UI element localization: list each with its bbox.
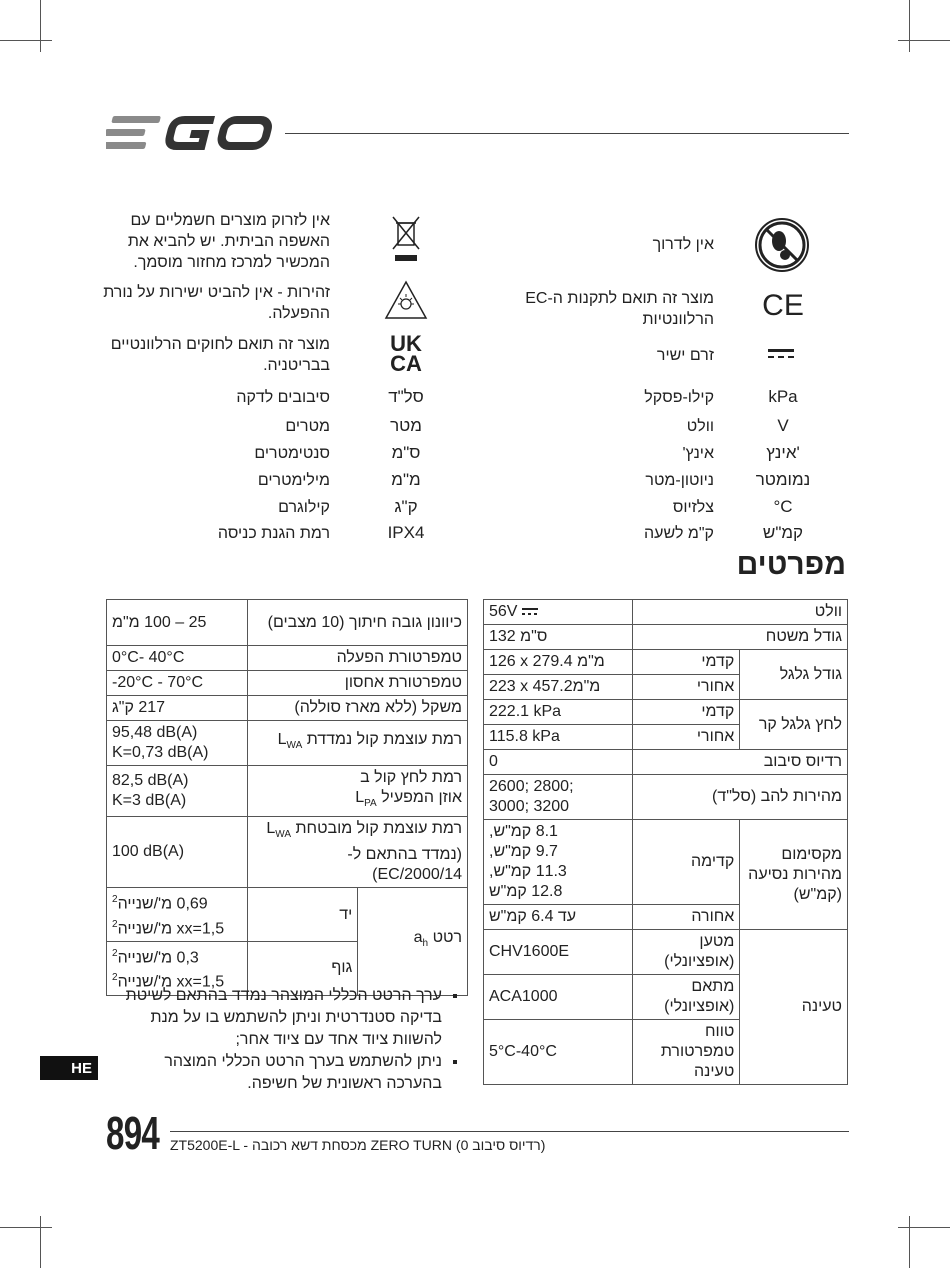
unit-abbr: kPa bbox=[768, 387, 798, 406]
crop-mark bbox=[909, 1216, 910, 1268]
symbol-text: אין לזרוק מוצרים חשמליים עם האשפה הביתית. יש להביא את המכשיר למרכז מחזור מוסמך. bbox=[127, 212, 330, 271]
spec-label: משקל (ללא מארז סוללה) bbox=[247, 696, 467, 721]
language-tab: HE bbox=[40, 1056, 98, 1080]
unit-text: סיבובים לדקה bbox=[236, 389, 330, 406]
unit-abbr: °C bbox=[773, 497, 793, 516]
lwa-guaranteed-label: רמת עוצמת קול מובטחת bbox=[295, 820, 462, 838]
table-row bbox=[107, 817, 468, 888]
unit-abbr: IPX4 bbox=[387, 523, 425, 542]
voltage-value: 56V bbox=[489, 603, 518, 620]
lwa-sym: L bbox=[266, 820, 276, 838]
spec-sublabel: מתאם (אופציונלי) bbox=[632, 975, 740, 1020]
unit-abbr: ק"ג bbox=[394, 497, 418, 516]
spec-sublabel: גוף bbox=[247, 942, 358, 996]
unit-abbr: סל"ד bbox=[388, 387, 424, 406]
lpa-sym: L bbox=[355, 789, 365, 806]
unit-text: ניוטון-מטר bbox=[645, 472, 714, 489]
lpa-label: אוזן המפעיל bbox=[381, 789, 462, 806]
table-row bbox=[107, 888, 468, 942]
spec-value: 115.8 kPa bbox=[484, 725, 633, 750]
spec-label: לחץ גלגל קר bbox=[740, 700, 848, 750]
unit-text: מטרים bbox=[285, 418, 330, 435]
body-uncertainty: xx=1,5 מ'/שנייה bbox=[117, 973, 225, 991]
footer-rule bbox=[170, 1131, 849, 1132]
ukca-mark-icon bbox=[384, 332, 428, 376]
lpa-sub: PA bbox=[364, 798, 377, 810]
lwa-guaranteed-label: (נמדד בהתאם ל- bbox=[347, 846, 462, 864]
ukca-bottom: CA bbox=[390, 351, 422, 376]
spec-label: גודל גלגל bbox=[740, 650, 848, 700]
spec-sublabel: מטען (אופציונלי) bbox=[632, 930, 740, 975]
table-row bbox=[484, 930, 848, 975]
spec-label: טמפרטורת אחסון bbox=[247, 671, 467, 696]
vibration-label: רטט bbox=[432, 929, 462, 947]
table-row bbox=[484, 750, 848, 775]
lwa-symbol bbox=[266, 820, 292, 841]
unit-text: סנטימטרים bbox=[254, 445, 330, 462]
body-vibration: 0,3 מ'/שנייה bbox=[117, 949, 199, 967]
crop-mark bbox=[40, 1216, 41, 1268]
spec-value: 100 dB(A) bbox=[107, 817, 248, 888]
table-row bbox=[107, 671, 468, 696]
spec-value: 222.1 kPa bbox=[484, 700, 633, 725]
table-row bbox=[484, 820, 848, 905]
spec-label bbox=[247, 766, 467, 817]
forward-speed: 9.7 קמ"ש, bbox=[489, 843, 558, 860]
lwa-guaranteed-label: 2000/14/EC) bbox=[372, 866, 462, 884]
spec-value: 132 ס"מ bbox=[484, 625, 633, 650]
symbol-text: מוצר זה תואם לחוקים הרלוונטיים בבריטניה. bbox=[110, 336, 330, 374]
table-row bbox=[107, 721, 468, 766]
spec-label bbox=[247, 817, 467, 888]
spec-value bbox=[484, 820, 633, 905]
crop-mark bbox=[909, 0, 910, 52]
table-row bbox=[107, 766, 468, 817]
blade-speed-line: 3000; 3200 bbox=[489, 798, 570, 815]
blade-speed-line: 2600; 2800; bbox=[489, 778, 574, 795]
forward-speed: 12.8 קמ"ש bbox=[489, 883, 563, 900]
spec-label: מקסימום מהירות נסיעה (קמ"ש) bbox=[740, 820, 848, 930]
section-title: מפרטים bbox=[736, 548, 846, 581]
spec-sublabel: אחורה bbox=[632, 905, 740, 930]
unit-text: ק"מ לשעה bbox=[643, 525, 714, 542]
spec-value: 5°C-40°C bbox=[484, 1020, 633, 1085]
vibration-sym: a bbox=[413, 929, 423, 947]
direct-current-icon bbox=[522, 608, 538, 616]
spec-table-left bbox=[106, 599, 468, 996]
hand-uncertainty: xx=1,5 מ'/שנייה bbox=[117, 920, 225, 938]
vibration-sub: h bbox=[422, 938, 429, 950]
spec-value bbox=[107, 721, 248, 766]
spec-label bbox=[247, 721, 467, 766]
symbol-text: אין לדרוך bbox=[652, 236, 714, 253]
spec-value: -20°C - 70°C bbox=[107, 671, 248, 696]
unit-abbr: מטר bbox=[390, 416, 422, 435]
table-row bbox=[484, 600, 848, 625]
forward-speed: 8.1 קמ"ש, bbox=[489, 823, 558, 840]
spec-sublabel: טווח טמפרטורת טעינה bbox=[632, 1020, 740, 1085]
spec-value: ACA1000 bbox=[484, 975, 633, 1020]
spec-value bbox=[107, 766, 248, 817]
lwa-sub: WA bbox=[275, 829, 292, 841]
table-row bbox=[484, 700, 848, 725]
spec-label: מהירות להב (סל"ד) bbox=[632, 775, 847, 820]
unit-text: קילו-פסקל bbox=[644, 389, 714, 406]
footer-text: ZT5200E-L - מכסחת דשא רכובה ZERO TURN (רדיוס סיבוב 0) bbox=[170, 1137, 546, 1153]
lpa-label: רמת לחץ קול ב bbox=[360, 769, 462, 786]
vibration-symbol bbox=[413, 929, 429, 950]
spec-value: עד 6.4 קמ"ש bbox=[484, 905, 633, 930]
table-row bbox=[484, 775, 848, 820]
lpa-value: 82,5 dB(A) bbox=[112, 772, 189, 790]
unit-text: אינץ' bbox=[682, 445, 714, 462]
table-row bbox=[484, 625, 848, 650]
page-number: 894 bbox=[106, 1107, 160, 1159]
ce-mark-icon bbox=[758, 288, 808, 324]
unit-abbr: נמומטר bbox=[755, 470, 811, 489]
table-row bbox=[107, 646, 468, 671]
unit-abbr: ס"מ bbox=[391, 443, 421, 462]
ego-logo bbox=[106, 112, 278, 154]
unit-abbr: מ"מ bbox=[391, 470, 421, 489]
lwa-value: 95,48 dB(A) bbox=[112, 724, 198, 741]
unit-exponent: 2 bbox=[112, 918, 118, 930]
crop-mark bbox=[0, 40, 52, 41]
forward-speed: 11.3 קמ"ש, bbox=[489, 863, 567, 880]
spec-label: כיוונון גובה חיתוך (10 מצבים) bbox=[247, 600, 467, 646]
table-row bbox=[107, 600, 468, 646]
lwa-uncertainty: K=0,73 dB(A) bbox=[112, 744, 209, 761]
spec-value: 126 x 279.4 מ"מ bbox=[484, 650, 633, 675]
hand-vibration: 0,69 מ'/שנייה bbox=[117, 895, 208, 913]
spec-sublabel: יד bbox=[247, 888, 358, 942]
unit-exponent: 2 bbox=[112, 948, 118, 960]
note-item: ▪ ערך הרטט הכללי המוצהר נמדד בהתאם לשיטת בדיקה סטנדרטית וניתן להשתמש בו על מנת להשוות ציוד אחד עם ציוד אחר; bbox=[106, 985, 442, 1051]
spec-label: רדיוס סיבוב bbox=[632, 750, 847, 775]
unit-abbr: קמ"ש bbox=[762, 523, 804, 542]
spec-sublabel: אחורי bbox=[632, 675, 740, 700]
spec-label: גודל משטח bbox=[632, 625, 847, 650]
spec-sublabel: קדמי bbox=[632, 700, 740, 725]
spec-value: 25 – 100 מ"מ bbox=[107, 600, 248, 646]
spec-value: 0 bbox=[484, 750, 633, 775]
unit-text: מילימטרים bbox=[257, 472, 330, 489]
spec-value: CHV1600E bbox=[484, 930, 633, 975]
spec-value: 0°C- 40°C bbox=[107, 646, 248, 671]
spec-label: וולט bbox=[632, 600, 847, 625]
lpa-uncertainty: K=3 dB(A) bbox=[112, 792, 187, 810]
table-row bbox=[107, 696, 468, 721]
spec-value bbox=[484, 775, 633, 820]
spec-label: טעינה bbox=[740, 930, 848, 1085]
spec-value: 223 x 457.2מ"מ bbox=[484, 675, 633, 700]
ukca-top: UK bbox=[390, 331, 422, 356]
crop-mark bbox=[898, 40, 950, 41]
lwa-symbol bbox=[277, 730, 303, 752]
vibration-notes bbox=[106, 985, 468, 1095]
crop-mark bbox=[0, 1227, 52, 1228]
lwa-sub: WA bbox=[286, 740, 303, 752]
unit-text: קילוגרם bbox=[278, 499, 330, 516]
unit-exponent: 2 bbox=[112, 894, 118, 906]
unit-abbr: אינץ' bbox=[766, 443, 800, 462]
symbol-text: זהירות - אין להביט ישירות על נורת ההפעלה. bbox=[103, 284, 330, 322]
note-item: ▪ ניתן להשתמש בערך הרטט הכללי המוצהר בהערכה ראשונית של חשיפה. bbox=[106, 1051, 442, 1095]
spec-table-right bbox=[483, 599, 848, 1085]
unit-text: וולט bbox=[686, 418, 714, 435]
ce-mark-label: CE bbox=[762, 289, 804, 322]
spec-label bbox=[358, 888, 468, 995]
lpa-symbol bbox=[355, 789, 377, 810]
unit-abbr: V bbox=[777, 416, 789, 435]
crop-mark bbox=[40, 0, 41, 52]
table-row bbox=[484, 650, 848, 675]
spec-value: 217 ק"ג bbox=[107, 696, 248, 721]
spec-sublabel: קדמי bbox=[632, 650, 740, 675]
spec-sublabel: אחורי bbox=[632, 725, 740, 750]
spec-label: טמפרטורת הפעלה bbox=[247, 646, 467, 671]
header-rule bbox=[285, 133, 849, 134]
spec-value bbox=[484, 600, 633, 625]
unit-text: רמת הגנת כניסה bbox=[217, 525, 330, 542]
symbol-text: זרם ישיר bbox=[656, 347, 714, 364]
unit-text: צלזיוס bbox=[672, 499, 714, 516]
unit-exponent: 2 bbox=[112, 972, 118, 984]
spec-sublabel: קדימה bbox=[632, 820, 740, 905]
lwa-label: רמת עוצמת קול נמדדת bbox=[306, 730, 462, 748]
spec-value bbox=[107, 888, 248, 942]
lwa-sym: L bbox=[277, 730, 287, 748]
no-step-icon bbox=[753, 217, 811, 273]
warning-light-icon bbox=[383, 280, 429, 320]
direct-current-icon bbox=[766, 346, 796, 362]
weee-bin-icon bbox=[388, 214, 424, 264]
crop-mark bbox=[898, 1227, 950, 1228]
symbol-text: מוצר זה תואם לתקנות ה-EC הרלוונטיות bbox=[525, 290, 714, 328]
